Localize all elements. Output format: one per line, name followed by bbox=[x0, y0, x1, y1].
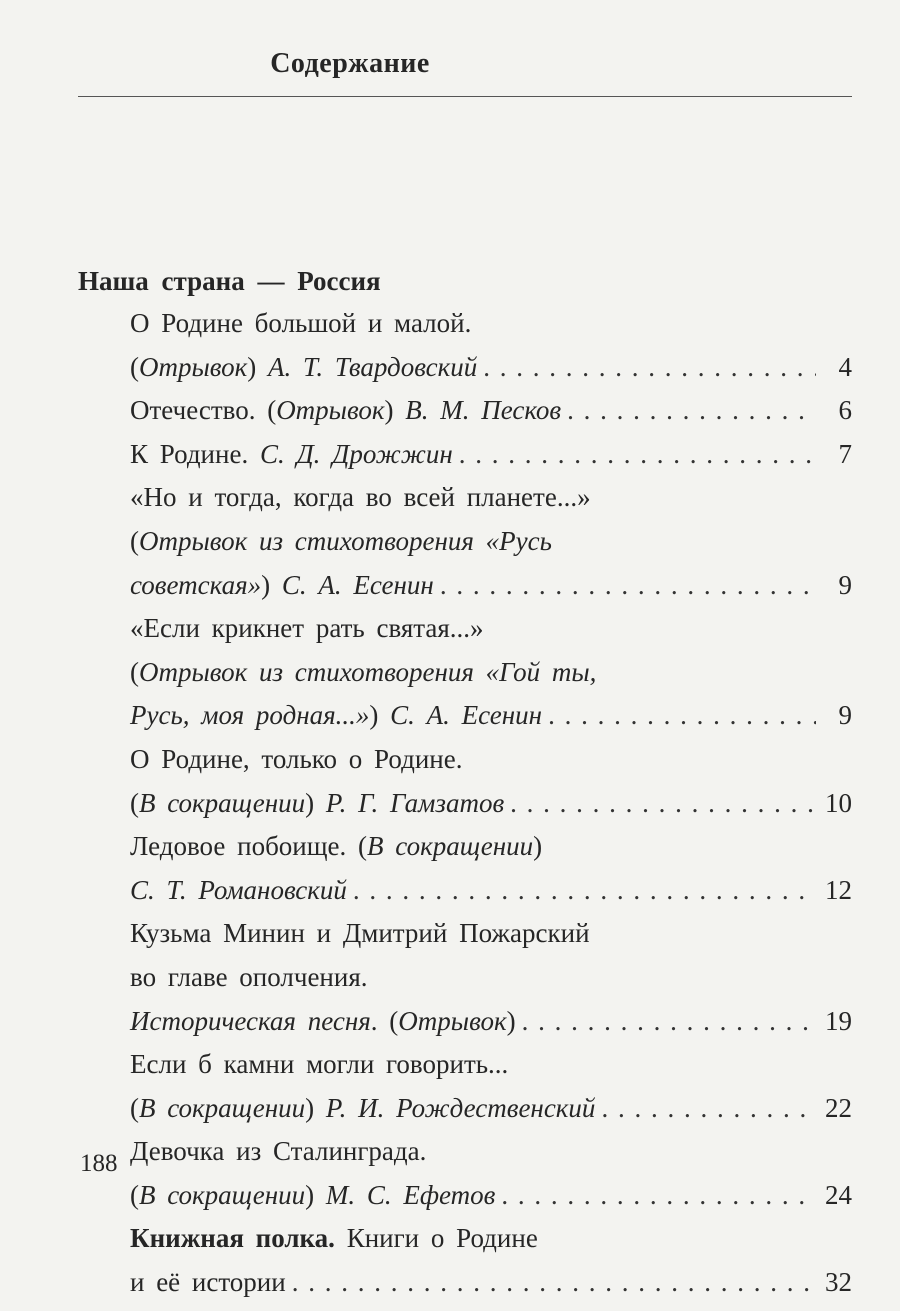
text: ) bbox=[305, 1092, 326, 1123]
dot-leader bbox=[510, 788, 816, 819]
toc-entry-text bbox=[130, 1093, 595, 1124]
italic-text: А. Т. Твардовский bbox=[268, 351, 478, 382]
toc-page-number: 22 bbox=[825, 1092, 852, 1123]
dot-leader bbox=[440, 570, 816, 601]
toc-entry-text bbox=[130, 526, 552, 557]
toc-line bbox=[130, 1223, 852, 1267]
text: ( bbox=[130, 787, 139, 818]
text: ) bbox=[305, 1179, 326, 1210]
title-rule bbox=[78, 96, 852, 97]
toc-entry-text bbox=[130, 657, 596, 688]
text: ) bbox=[384, 395, 406, 426]
text: Кузьма Минин и Дмитрий Пожарский bbox=[130, 918, 590, 949]
toc-line bbox=[130, 526, 852, 570]
text: Девочка из Сталинграда. bbox=[130, 1136, 427, 1167]
toc-line bbox=[130, 1267, 852, 1311]
page-number: 188 bbox=[80, 1150, 118, 1177]
italic-text: Отрывок bbox=[276, 395, 385, 426]
italic-text: Русь, моя родная...» bbox=[130, 700, 370, 731]
text: ) bbox=[506, 1005, 516, 1036]
toc-line bbox=[130, 700, 852, 744]
toc-line bbox=[130, 657, 852, 701]
italic-text: Р. И. Рождественский bbox=[325, 1092, 596, 1123]
toc-line bbox=[130, 1006, 852, 1050]
toc-line bbox=[130, 1136, 852, 1180]
italic-text: Отрывок bbox=[398, 1005, 507, 1036]
toc-page-number: 10 bbox=[825, 787, 852, 818]
italic-text: Отрывок из стихотворения «Русь bbox=[139, 525, 552, 556]
toc-entry-text bbox=[130, 1180, 495, 1211]
text: Отечество. ( bbox=[130, 395, 277, 426]
toc-line bbox=[130, 570, 852, 614]
text: Ледовое побоище. ( bbox=[130, 831, 368, 862]
toc-entry-text bbox=[130, 482, 591, 513]
text: «Но и тогда, когда во всей планете...» bbox=[130, 482, 591, 513]
toc-line bbox=[130, 395, 852, 439]
toc-page-number: 9 bbox=[838, 569, 852, 600]
text: ( bbox=[130, 525, 139, 556]
italic-text: В сокращении bbox=[139, 1092, 306, 1123]
toc-page-number: 7 bbox=[838, 438, 852, 469]
toc-line bbox=[130, 1093, 852, 1137]
text: ( bbox=[130, 656, 139, 687]
toc-entry-text bbox=[130, 962, 368, 993]
text: О Родине большой и малой. bbox=[130, 308, 472, 338]
toc-entry-text bbox=[130, 1006, 516, 1037]
italic-text: Р. Г. Гамзатов bbox=[325, 787, 505, 818]
italic-text: С. Т. Романовский bbox=[130, 874, 347, 905]
text: О Родине, только о Родине. bbox=[130, 743, 463, 774]
toc-entry-text bbox=[130, 744, 463, 775]
italic-text: Отрывок из стихотворения «Гой ты, bbox=[139, 656, 597, 687]
dot-leader bbox=[548, 700, 816, 731]
section-heading: Наша страна — Россия bbox=[78, 266, 381, 296]
text: К Родине. bbox=[130, 438, 260, 469]
toc-entry-text bbox=[130, 613, 484, 644]
text: «Если крикнет рать святая...» bbox=[130, 613, 484, 644]
text: ) bbox=[305, 787, 326, 818]
toc-line bbox=[130, 482, 852, 526]
toc-entry-text bbox=[130, 788, 504, 819]
toc-line bbox=[130, 1180, 852, 1224]
italic-text: советская» bbox=[130, 569, 262, 600]
dot-leader bbox=[522, 1006, 816, 1037]
text: ) bbox=[369, 700, 391, 731]
toc-page-number: 4 bbox=[838, 351, 852, 382]
toc-entry-text bbox=[130, 831, 542, 862]
dot-leader bbox=[567, 395, 816, 426]
bold-text: Книжная полка. bbox=[130, 1223, 335, 1254]
text: Если б камни могли говорить... bbox=[130, 1049, 509, 1080]
dot-leader bbox=[292, 1267, 816, 1298]
toc-entry-text bbox=[130, 352, 477, 383]
italic-text: В сокращении bbox=[139, 787, 306, 818]
text: Книги о Родине bbox=[334, 1223, 538, 1254]
toc-page-number: 24 bbox=[825, 1179, 852, 1210]
toc-entry-text bbox=[130, 1049, 508, 1080]
toc-page-number: 6 bbox=[838, 395, 852, 426]
table-of-contents bbox=[130, 308, 852, 1311]
italic-text: С. А. Есенин bbox=[390, 700, 543, 731]
italic-text: С. Д. Дрожжин bbox=[259, 438, 453, 469]
text: во главе ополчения. bbox=[130, 961, 368, 992]
text: . ( bbox=[370, 1005, 399, 1036]
toc-entry-text bbox=[130, 1267, 286, 1298]
italic-text: М. С. Ефетов bbox=[325, 1179, 496, 1210]
text: ( bbox=[130, 351, 139, 382]
toc-line bbox=[130, 788, 852, 832]
toc-entry-text bbox=[130, 1223, 538, 1254]
toc-entry-text bbox=[130, 875, 347, 906]
italic-text: Отрывок bbox=[139, 351, 248, 382]
italic-text: В сокращении bbox=[139, 1179, 306, 1210]
toc-line bbox=[130, 308, 852, 352]
dot-leader bbox=[353, 875, 816, 906]
toc-entry-text bbox=[130, 918, 590, 949]
toc-line bbox=[130, 875, 852, 919]
toc-line bbox=[130, 744, 852, 788]
text: и её истории bbox=[130, 1267, 286, 1298]
toc-entry-text bbox=[130, 700, 542, 731]
text: ) bbox=[247, 351, 269, 382]
toc-entry-text bbox=[130, 308, 471, 339]
text: ( bbox=[130, 1092, 139, 1123]
toc-page-number: 9 bbox=[838, 700, 852, 731]
toc-line bbox=[130, 918, 852, 962]
toc-page-number: 12 bbox=[825, 874, 852, 905]
toc-line bbox=[130, 1049, 852, 1093]
toc-page-number: 32 bbox=[825, 1267, 852, 1298]
italic-text: С. А. Есенин bbox=[281, 569, 434, 600]
toc-line bbox=[130, 613, 852, 657]
text: ) bbox=[261, 569, 282, 600]
dot-leader bbox=[483, 352, 816, 383]
toc-line bbox=[130, 439, 852, 483]
toc-line bbox=[130, 831, 852, 875]
toc-entry-text bbox=[130, 1136, 426, 1167]
italic-text: Историческая песня bbox=[130, 1005, 371, 1036]
italic-text: В. М. Песков bbox=[405, 395, 562, 426]
italic-text: В сокращении bbox=[367, 831, 534, 862]
dot-leader bbox=[601, 1093, 816, 1124]
text: ) bbox=[533, 831, 543, 862]
toc-entry-text bbox=[130, 395, 561, 426]
toc-line bbox=[130, 352, 852, 396]
page-title: Содержание bbox=[270, 48, 430, 79]
toc-entry-text bbox=[130, 439, 453, 470]
toc-page-number: 19 bbox=[825, 1005, 852, 1036]
dot-leader bbox=[459, 439, 816, 470]
text: ( bbox=[130, 1179, 139, 1210]
toc-entry-text bbox=[130, 570, 434, 601]
dot-leader bbox=[501, 1180, 816, 1211]
toc-line bbox=[130, 962, 852, 1006]
